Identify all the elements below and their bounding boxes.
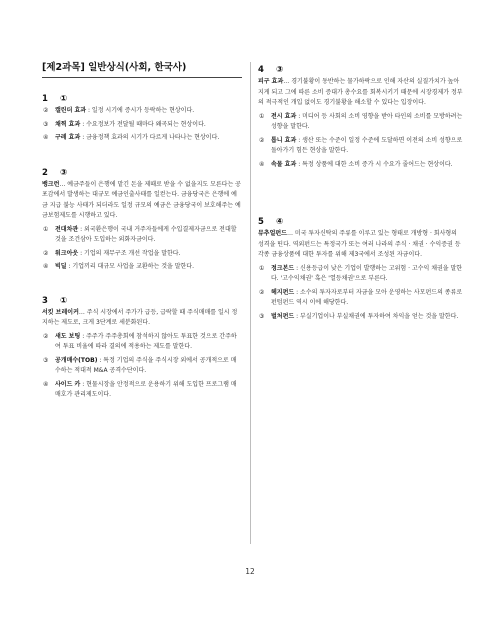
option-text: : 주주가 주주총회에 참석하지 않아도 투표한 것으로 간주하여 투표 비율에 따라 결의에 적용하는 제도를 말한다. [55, 332, 237, 350]
option-term: 섀도 보팅 [55, 332, 81, 340]
explanation-paragraph [258, 229, 463, 261]
question-number: 2 [42, 167, 48, 178]
answer-item [258, 64, 463, 170]
option-term: 벌처펀드 [271, 312, 295, 320]
option-term: 정크본드 [271, 264, 295, 272]
option-explanation [42, 133, 242, 144]
option-explanation [42, 225, 242, 246]
explanation-term: 서킷 브레이커 [42, 308, 79, 316]
option-explanation [258, 264, 463, 285]
answer-item [258, 216, 463, 322]
explanation-term: 뮤추얼펀드 [258, 230, 287, 237]
right-column [258, 64, 463, 322]
option-text: : 미디어 등 사회의 소비 영향을 받아 타인의 소비를 모방하려는 성향을 말한다. [271, 112, 463, 130]
explanation-paragraph [42, 308, 242, 329]
explanation-paragraph [42, 180, 242, 222]
answer-mark: ③ [276, 65, 284, 75]
page-number: 12 [245, 567, 255, 576]
option-explanation [42, 106, 242, 117]
question-header [42, 93, 242, 105]
option-explanation [42, 262, 242, 273]
option-term: 전시 효과 [271, 112, 297, 120]
option-text: : 외국환은행이 국내 거주자들에게 수입결제자금으로 전대할 것을 조건삼아 도입하는 외화자금이다. [55, 225, 237, 243]
option-mark: ③ [259, 312, 265, 320]
answer-item [42, 167, 242, 273]
option-term: 캘린더 효과 [55, 107, 87, 114]
option-explanation [258, 136, 463, 157]
option-text: : 수요정보가 전달될 때마다 왜곡되는 현상이다. [80, 120, 206, 128]
option-term: 빅딜 [55, 263, 67, 270]
option-explanation [42, 332, 242, 353]
option-mark: ② [43, 107, 49, 114]
option-mark: ④ [43, 134, 49, 141]
option-explanation [42, 249, 242, 260]
option-text: : 기업의 재무구조 개선 작업을 말한다. [78, 249, 181, 257]
option-mark: ② [259, 136, 265, 144]
option-text: : 특정 기업의 주식을 주식시장 외에서 공개적으로 매수하는 적대적 M&A 공격수단이다. [55, 356, 237, 374]
answer-item [42, 93, 242, 144]
question-header [258, 64, 463, 76]
option-text: : 생산 또는 수준이 일정 수준에 도달하면 이전의 소비 성향으로 돌아가기 힘든 현상을 말한다. [271, 136, 463, 154]
answer-mark: ① [60, 94, 68, 104]
explanation-text: … 예금주들이 은행에 맡긴 돈을 제때로 받을 수 없을지도 모른다는 공포감에서 발생하는 대규모 예금인출사태를 일컫는다. 금융당국은 은행에 예금 지급 불능 사태가 되더라도 일정 규모의 예금은 금융당국이 보호해주는 예금보험제도를 시행하고 있다. [42, 180, 241, 219]
option-mark: ④ [259, 160, 265, 168]
option-text: : 부실기업이나 부실채권에 투자하여 차익을 얻는 것을 말한다. [294, 312, 459, 320]
option-explanation [42, 356, 242, 377]
question-number: 3 [42, 295, 48, 306]
explanation-term: 피구 효과 [258, 78, 284, 85]
option-mark: ④ [43, 263, 49, 270]
question-number: 1 [42, 94, 48, 104]
answer-mark: ① [60, 295, 68, 306]
question-header [42, 295, 242, 307]
option-explanation [258, 312, 463, 323]
option-term: 워크아웃 [55, 249, 79, 257]
heading-underline [42, 77, 242, 78]
option-term: 전대차관 [55, 225, 79, 233]
question-header [42, 167, 242, 179]
option-term: 채찍 효과 [55, 120, 81, 128]
option-term: 구레 효과 [55, 134, 81, 141]
option-mark: ② [43, 249, 49, 257]
question-number: 4 [258, 65, 264, 75]
option-text: : 신용등급이 낮은 기업이 발행하는 고위험 · 고수익 채권을 말한다. '고수익채권' 혹은 '열등채권'으로 부른다. [271, 264, 463, 282]
option-text: : 소수의 투자자로부터 자금을 모아 운영하는 사모펀드의 종류로 펀텀펀드 역시 이에 해당한다. [271, 288, 463, 306]
option-explanation [42, 380, 242, 401]
option-text: : 일정 시기에 증시가 등락하는 현상이다. [86, 107, 195, 114]
left-column [42, 60, 242, 401]
option-mark: ① [259, 264, 265, 272]
answer-mark: ③ [60, 167, 68, 178]
explanation-paragraph [258, 77, 463, 109]
question-header [258, 216, 463, 228]
explanation-term: 뱅크런 [42, 180, 60, 188]
section-heading: [제2과목] 일반상식(사회, 한국사) [42, 62, 187, 73]
option-explanation [258, 160, 463, 171]
explanation-text: … 주식 시장에서 주가가 급등, 급락할 때 주식매매를 일시 정지하는 제도로, 크게 3단계로 세분화된다. [42, 308, 238, 326]
question-number: 5 [258, 217, 264, 227]
option-explanation [42, 120, 242, 131]
option-mark: ④ [43, 380, 49, 388]
option-term: 공개매수(TOB) [55, 356, 98, 364]
option-text: : 특정 상품에 대한 소비 증가 시 수요가 줄어드는 현상이다. [296, 160, 453, 168]
explanation-text: … 미국 투자신탁의 주류를 이루고 있는 형태로 개방형 · 회사형의 성격을 띤다. 역외펀드는 특정국가 또는 여러 나라의 주식 · 채권 · 수익증권 등 각종 금융상품에 대한 투자를 위해 제3국에서 조성된 자금이다. [258, 230, 461, 258]
answer-item [42, 295, 242, 401]
option-text: : 현물시장을 안정적으로 운용하기 위해 도입한 프로그램 매매호가 관리제도이다. [55, 380, 237, 398]
option-text: : 기업끼리 대규모 사업을 교환하는 것을 말한다. [66, 263, 194, 270]
answer-mark: ④ [276, 217, 284, 227]
option-explanation [258, 112, 463, 133]
column-divider [250, 62, 251, 544]
explanation-text: … 경기불황이 동반하는 물가하락으로 인해 자산의 실질가치가 높아지게 되고 그에 따른 소비 증대가 총수요를 회복시키기 때문에 시장경제가 정부의 적극적인 개입 없이도 경기불황을 해소할 수 있다는 입장이다. [258, 78, 463, 106]
option-term: 사이드 카 [55, 380, 81, 388]
option-term: 헤지펀드 [271, 288, 295, 296]
option-mark: ① [259, 112, 265, 120]
option-term: 속물 효과 [271, 160, 297, 168]
option-text: : 금융정책 효과의 시기가 다르게 나타나는 현상이다. [80, 134, 220, 141]
option-explanation [258, 288, 463, 309]
option-mark: ② [43, 332, 49, 340]
option-mark: ③ [43, 120, 49, 128]
option-mark: ① [43, 225, 49, 233]
option-term: 톱니 효과 [271, 136, 297, 144]
option-mark: ③ [43, 356, 49, 364]
option-mark: ② [259, 288, 265, 296]
